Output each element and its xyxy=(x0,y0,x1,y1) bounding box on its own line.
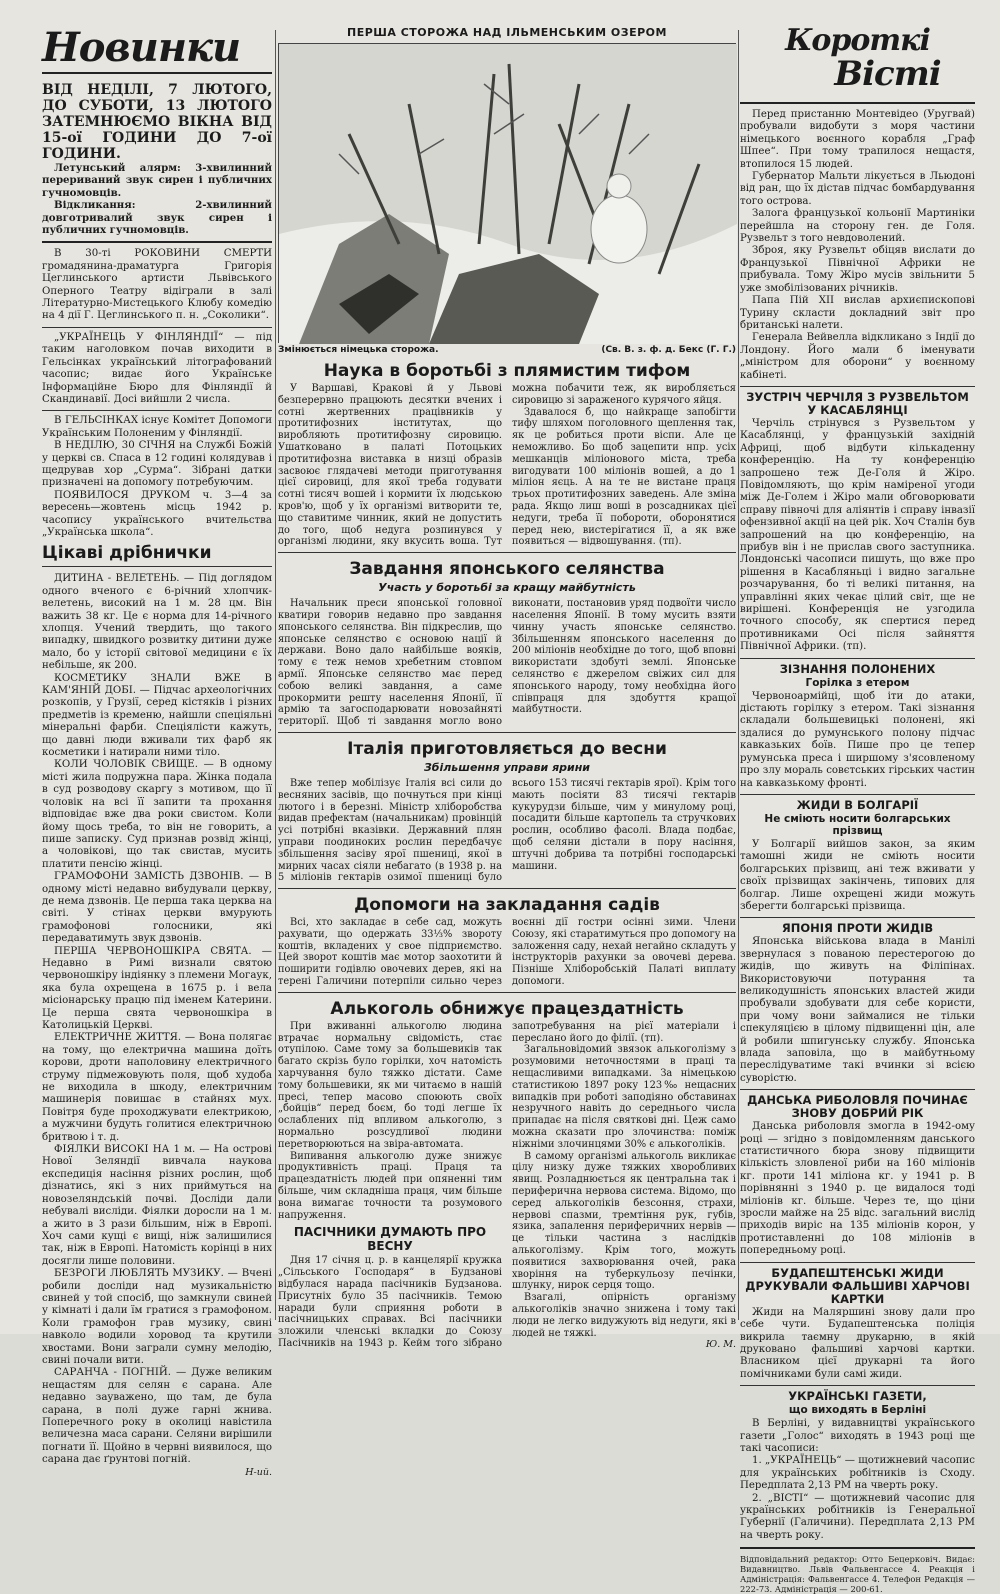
right-title-line2: Вісті xyxy=(834,54,941,94)
article-title: УКРАЇНСЬКІ ГАЗЕТИ, xyxy=(788,1389,927,1404)
article-body xyxy=(278,917,736,988)
article-body xyxy=(278,383,736,548)
short-news-item: Залога французької кольонії Мартиніки перейшла на сторону ген. де Голя. Рузвельт з того невдоволений. xyxy=(740,208,975,245)
tidbits-signature: Н-ий. xyxy=(245,1466,272,1478)
article-paragraph: Червоноармійці, щоб іти до атаки, дістають горілку з етером. Такі зізнання складали большевицькі полонені, які здалися до румунського полону підчас кавказьких боїв. Пише про це тепер румунська преса і ширшому з'ясовленому про злу мораль совєтських гірських частин на кавказькому фронті. xyxy=(740,690,975,789)
article-title: Алькоголь обнижує працездатність xyxy=(330,998,684,1019)
tidbit-item: КОЛИ ЧОЛОВІК СВИЩЕ. — В одному місті жила подружна пара. Жінка подала в суд розводову скаргу з мотивом, що її чоловік на всі її запити та прохання відповідає вже два роки свистом. Коли йому щось треба, то він не говорить, а пише записку. Суд признав розвід жінці, а чоловікові, що так свистав, мусить платити пенсію жінці. xyxy=(42,759,272,870)
article-paragraph: Начальник преси японської головної кватири говорив недавно про завдання японського селянства. Він підкреслив, що японське селянство є основою нації й держави. Воно дало найбільше вояків, тому є теж немов хребетним стовпом армії. Японське селянство має перед собою великі завдання, а саме прокормити решту населення Японії, її армію та загосподарювати новозайняті території. Щоб ті завдання могло воно виконати, постановив уряд подвоїти число населення Японії. В тому мусить взяти чинну участь японське селянство. Збільшенням японського населення до 200 міліонів необхідне до того, щоб вповні використати здобуті землі. Японське селянство є джерелом свіжих сил для японського народу, тому необхідна його співпраця для здобуття кращої майбутности. xyxy=(278,598,736,728)
article-paragraph: В Берліні, у видавництві українського газети „Голос“ виходять в 1943 році ще такі часописи: xyxy=(740,1418,975,1454)
article-title: БУДАПЕШТЕНСЬКІ ЖИДИ ДРУКУВАЛИ ФАЛЬШИВІ ХАРЧОВІ КАРТКИ xyxy=(745,1265,970,1306)
right-title-line1: Короткі xyxy=(785,23,930,58)
alarm-notice: Летунський алярм: 3-хвилинний перериваний звук сирен і публичних гучномовців. xyxy=(42,162,272,199)
column-divider xyxy=(275,30,276,1320)
article-paragraph: Всі, хто закладає в себе сад, можуть рахувати, що одержать 33⅓% звороту коштів, вкладених у свое підприємство. Цей зворот коштів має мотор заохотити й поширити годівлю овочевих дерев, які на терені Галичини потерпіли сильно через воєнні дії гостри осінні зими. Члени Союзу, які старатимуться про допомогу на заложення саду, нехай негайно складуть у інструкторів рахунки за овочеві дерева. Пізніше Хліборобській Палаті виплату допомоги. xyxy=(278,917,736,988)
article-paragraph: В самому організмі алькоголь викликає цілу низку дуже тяжких хворобливих явищ. Розладнюється як центральна так і периферична нервова система. Відомо, що серед алькоголіків безсоння, страхи, нервові спазми, тремтіння рук, губів, язика, запалення периферичних нервів — це тільки частина з наслідків алькоголізму. Крім того, можуть появитися захворювання очей, рака хворіння на туберкульозу печінки, шлунку, нирок серця тощо. xyxy=(512,1150,736,1292)
article-paragraph: 1. „УКРАЇНЕЦЬ“ — щотижневий часопис для українських робітників із Сходу. Передплата 2,13 РМ на чверть року. xyxy=(740,1455,975,1492)
tidbit-item: БЕЗРОГИ ЛЮБЛЯТЬ МУЗИКУ. — Вчені робили досліди над музикальністю свиней у той спосіб, що замкнули свиней у кімнаті і дали їм гратися з грамофоном. Коли грамофон грав музику, свині навколо водили хоровод та крутили хвостами. Вони заграли сумну мелодію, свині почали вити. xyxy=(42,1268,272,1366)
article-subtitle: Участь у боротьбі за кращу майбутність xyxy=(378,581,636,595)
tidbits-heading: Цікаві дрібнички xyxy=(42,543,272,567)
article-paragraph: У Варшаві, Кракові й у Львові безперервно працюють десятки вчених і сотні жертвенних працівників у протитифозних інститутах, що виробляють протитифозну сировицю. Ушатковано в палаті Потоцьких протитифозна виставка в низці образів засвоює глядачеві методи приготування цієї сировиці, для якої треба годувати сотні тисяч вошей і кормити їх людською кров'ю, щоб у їх організмі витворити те, що ставитиме чинник, який не допустить до того, щоб недуга розпинувся у організмі людини, яку вкусить воша. Тут можна побачити теж, як виробляється сировицю зі зараженого курячого яйця. xyxy=(278,383,736,548)
article-paragraph: Вже тепер мобілізує Італія всі сили до весняних засівів, що почнуться при кінці лютого і в березні. Міністр хліборобства видав префектам (начальникам) провінцій усі потрібні вказівки. Державний плян управи поодиноких рослин передбачує збільшення засіву ярої пшениці, якої в мирних часах сіяли небагато (в 1938 р. на 5 міліонів гектарів озимої пшениці було всього 153 тисячі гектарів ярої). Крім того мають посіяти 83 тисячі гектарів кукурудзи більше, чим у минулому році, посадити більше картопель та стручкових рослин, особливо фасолі. Влада подбає, щоб селяни дістали в пору насіння, штучні добрива та потрібні господарські машини. xyxy=(278,777,736,884)
photo-credit: (Св. В. з. ф. д. Бекс (Г. Г.) xyxy=(601,345,736,355)
article-paragraph: Випивання алькоголю дуже знижує продуктивність праці. Праця та працездатність людей при опяненні тим більше, чим складніша праця, чим більше вона вимагає точности та розумового напруження. xyxy=(278,1150,502,1221)
tidbit-item: ГРАМОФОНИ ЗАМІСТЬ ДЗВОНІВ. — В одному місті недавно вибудували церкву, де нема дзвонів. Це перша така церква на світі. У стінах церкви вмурують грамофонові голосники, які передаватимуть звук дзвонів. xyxy=(42,871,272,945)
column-divider xyxy=(738,30,739,1320)
article-title: Допомоги на закладання садів xyxy=(354,895,660,916)
imprint: Відповідальний редактор: Отто Бецерковіч. Видає: Видавництво. Львів Фальвенгассе 4. Реакція і Адміністрація: Фальвенгассе 4. Телефон Редакція — 222-73. Адміністрація — 200-61. xyxy=(740,1554,975,1594)
blackout-notice: ВІД НЕДІЛІ, 7 ЛЮТОГО, ДО СУБОТИ, 13 ЛЮТОГО ЗАТЕМНЮЄМО ВІКНА ВІД 15-ої ГОДИНИ ДО 7-ої ГОДИНИ. xyxy=(42,82,272,162)
divider xyxy=(740,1385,975,1386)
divider xyxy=(42,241,272,243)
article-body xyxy=(278,1021,736,1351)
article-paragraph: Дня 17 січня ц. р. в канцелярії кружка „Сільського Господаря“ в Будзанові відбулася нарада пасічників Будзанова. Присутніх було 35 пасічників. Темою наради були сприяння роботи в пасічницьких справах. Всі пасічники зложили членські вкладки до Союзу Пасічників на 1943 р. Кейм того зібрано запотребування на рієї матеріали і переслано його до філії. (тп). xyxy=(278,1020,736,1349)
short-news-item: Перед пристанню Монтевідео (Уругвай) пробували видобути з моря частини німецького воєнного корабля „Граф Шпее“. При тому трапилося нещастя, втопилося 15 людей. xyxy=(740,109,975,170)
article-body xyxy=(278,778,736,884)
news-item: В ГЕЛЬСІНКАХ існує Комітет Допомоги Українським Полоненим у Фінляндії. xyxy=(42,415,272,439)
article-subtitle: Горілка з етером xyxy=(805,676,910,689)
left-column xyxy=(42,24,272,1478)
tidbit-item: ФІЯЛКИ ВИСОКІ НА 1 м. — На острові Нової Зеляндії вивчала наукова експедиція насіння різних рослин, щоб дізнатись, які з них приймуться на новозеляндській почві. Досліди дали небувалі висліди. Фіялки доросли на 1 м. а жито в 3 рази більшим, ніж в Европі. Хоч сами кущі є вищі, ніж залишилися так, ніж в Европі. Натомість корінці в них досягли лише половини. xyxy=(42,1144,272,1267)
article-title: Наука в боротьбі з плямистим тифом xyxy=(323,361,691,381)
tidbit-item: ЕЛЕКТРИЧНЕ ЖИТТЯ. — Вона полягає на тому, що електрична машина доїть корови, дроти наполовину електричного струму підмежовують поля, щоб худоба не виходила в шкоду, електричним машинерія повишає в стайнях мух. Повітря буде проходжувати електрикою, а мужчини будуть голитися електричною бритвою і т. д. xyxy=(42,1032,272,1143)
news-photo xyxy=(278,43,736,343)
article-body xyxy=(278,598,736,728)
tidbit-item: САРАНЧА - ПОГНІЙ. — Дуже великим нещастям для селян є сарана. Але недавно зауважено, що там, де була сарана, в полі дуже гарні жнива. Поперечного року в околиці навістила величезна маса сарани. Селяни вирішили погнати її. Щойно в червні виявилося, що сарана дає ґрунтові погній. xyxy=(42,1367,272,1466)
divider xyxy=(278,552,736,553)
article-title: Завдання японського селянства xyxy=(349,559,665,580)
tidbit-item: КОСМЕТИКУ ЗНАЛИ ВЖЕ В КАМ'ЯНІЙ ДОБІ. — Підчас археологічних розкопів, у Грузії, серед кістяків і різних предметів із кременю, найшли спеціяльні мінеральні фарби. Спеціялісти кажуть, що давні люди вживали тих фарб як косметики і натирали ними тіло. xyxy=(42,672,272,759)
article-paragraph: 2. „ВІСТІ“ — щотижневий часопис для українських робітників із Генеральної Губернії (Галичини). Передплата 2,13 РМ на чверть року. xyxy=(740,1492,975,1541)
divider xyxy=(740,794,975,795)
all-clear-notice: Відкликання: 2-хвилинний довготривалий звук сирен і публичних гучномовців. xyxy=(42,199,272,237)
article-title: Італія приготовляється до весни xyxy=(347,738,667,759)
article-paragraph: Здавалося б, що найкраще запобігти тифу шляхом поголовного щеплення так, як це робиться проти віспи. Але це неможливо. Бо щоб зацепити нпр. усіх мешканців міліонового міста, треба вигодувати 100 міліонів вошей, а до 1 міліон яєць. А на те не вистане праця трьох протитифозних заведень. Але зміна рада. Якщо лиш воші в розсадниках цієї недуги, треба її побороти, оборонятися перед нею, вистерігатися її, а як вже появиться — відвошування. (тп). xyxy=(512,406,736,548)
tidbit-item: ДИТИНА - ВЕЛЕТЕНЬ. — Під доглядом одного вченого є 6-річний хлопчик-велетень, високий на 1 м. 28 цм. Він важить 38 кг. Це є норма для 14-річного хлопця. Учений твердить, що такого випадку, швидкого розвитку дитини дуже мало, бо у історії світової медицини є їх небільше, як 200. xyxy=(42,573,272,672)
photo-caption xyxy=(278,345,736,355)
left-section-title: Новинки xyxy=(42,26,272,74)
divider xyxy=(278,732,736,733)
divider xyxy=(740,658,975,659)
news-item: В 30-ті РОКОВИНИ СМЕРТИ громадянина-драматурга Григорія Цеглинського артисти Львівського Оперного Театру відіграли в залі Літературно-Мистецького Клюбу комедію на 4 дії Г. Цеглинського п. н. „Соколики“. xyxy=(42,248,272,322)
article-title: ЗУСТРІЧ ЧЕРЧІЛЯ З РУЗВЕЛЬТОМ У КАСАБЛЯНЦІ xyxy=(746,389,969,417)
divider xyxy=(740,386,975,387)
short-news-item: Зброя, яку Рузвельт обіцяв вислати до Французької Північної Африки не прибувала. Тому Жіро мусів звільнити 5 уже змобілізованих річників. xyxy=(740,245,975,294)
article-paragraph: Черчіль стрінувся з Рузвельтом у Касаблянці, у французькій західній Африці, щоб відбути кількаденну конференцію. На ту конференцію запрошено теж Де-Голя й Жіро. Повідомляють, що крім наміреної угоди між Де-Голем і Жіро мали обговорювати справу півночі для аліянтів і справу інвазії офензивної акції на цей рік. Хоч Сталін був запрошений на цю конференцію, на прибув він і не прислав свого заступника. Лондонські часописи пишуть, що вже про рішення в Касабляньці і видно загальне розчарування, бо ті великі питання, на управлінні яких чекає цілий світ, ще не вирішені. Конференція не узгодила точного способу, як спертися перед противниками Осі після зайняття Північної Африки. (тп). xyxy=(740,417,975,653)
article-title: ДАНСЬКА РИБОЛОВЛЯ ПОЧИНАЄ ЗНОВУ ДОБРИЙ РІК xyxy=(747,1093,968,1121)
tidbit-item: ПЕРША ЧЕРВОНОШКІРА СВЯТА. — Недавно в Римі визнали святою червоношкіру індіянку з племени Могаук, яка була охрещена в 1675 р. і вела місіонарську працю під іменем Катерини. Це перша свята червоношкіра в Католицькій Церкві. xyxy=(42,945,272,1031)
news-item: ПОЯВИЛОСЯ ДРУКОМ ч. 3—4 за вересень—жовтень місць 1942 р. часопису українського вчительства „Українська школа“. xyxy=(42,489,272,538)
photo-headline: ПЕРША СТОРОЖА НАД ІЛЬМЕНСЬКИМ ОЗЕРОМ xyxy=(347,26,667,39)
short-news-item: Губернатор Мальти лікується в Льюдоні від ран, що їх дістав підчас бомбардування того острова. xyxy=(740,171,975,207)
divider xyxy=(42,410,272,411)
photo-illustration xyxy=(279,44,737,344)
article-title: ЖИДИ В БОЛГАРІЇ xyxy=(796,797,919,812)
article-paragraph: Данська риболовля змогла в 1942-ому році — згідно з повідомленням данського статистичного бюра знову підвищити кількість зловленої риби на 160 міліонів кг. проти 141 міліона кг. у 1941 р. В порівнянні з 1940 р. це видалося тоді міліонів кг. більше. Через те, що ціни зросли майже на 25 відс. загальний вислід приходів виріс на 135 міліонів корон, у протиставленні до 108 міліонів в попередньому році. xyxy=(740,1121,975,1257)
right-column xyxy=(740,23,975,1594)
article-paragraph: Жиди на Маляршині знову дали про себе чути. Будапештенська поліція викрила таємну друкарню, в якій друковано фальшиві харчові картки. Власником цієї друкарні та його помічниками були самі жиди. xyxy=(740,1306,975,1380)
divider xyxy=(740,102,975,104)
article-subtitle: Збільшення управи ярини xyxy=(423,760,591,774)
photo-caption-text: Змінюється німецька сторожа. xyxy=(278,345,439,355)
divider xyxy=(740,1547,975,1549)
article-paragraph: Загальновідомий звязок алькоголізму з розумовими неточностями в праці та нещасливими випадками. За німецькою статистикою 1897 року 123‰ нещасних випадків при роботі заподіяно обставинах незручного навіть до середнього числа припадає на після святкові дні. Цеж само можна сказати про злочинства: поміж ніжніми злочинцями 30% є алькоголіків. xyxy=(512,1044,736,1150)
article-paragraph: Взагалі, опірність організму алькоголіків значно знижена і тому такі люди не легко видужують від недуги, які в людей не тяжкі. xyxy=(512,1292,736,1339)
middle-column xyxy=(278,26,736,1351)
divider xyxy=(740,1089,975,1090)
divider xyxy=(278,992,736,993)
short-news-item: Генерала Вейвелла відкликано з Індії до Лондону. Його мали б іменувати „міністром для оборони“ у воєнному кабінеті. xyxy=(740,332,975,381)
divider xyxy=(42,327,272,328)
article-paragraph: При вживанні алькоголю людина втрачає нормальну свідомість, стає отупілою. Саме тому за большевиків так багато скрізь було горілки, хоч натомість харчування було тяжко дістати. Саме тому большевики, як ми читаємо в нашій пресі, тепер масово споюють своїх „бойців“ перед боєм, бо тоді легше їх ослаблених під впливом алькоголю, з нормально розсудливої людини перетворюються на звіра-автомата. xyxy=(278,1020,502,1150)
article-subtitle: що виходять в Берліні xyxy=(788,1404,927,1417)
article-subtitle: Не сміють носити болгарських прізвищ xyxy=(764,812,951,837)
divider xyxy=(740,917,975,918)
article-signature: Ю. М. xyxy=(705,1339,736,1351)
short-news-item: Папа Пій XII вислав архиєпископові Турину скласти докладний звіт про британські налети. xyxy=(740,295,975,331)
right-section-title xyxy=(740,23,975,94)
article-title: ЗІЗНАННЯ ПОЛОНЕНИХ xyxy=(779,661,936,676)
article-title: ЯПОНІЯ ПРОТИ ЖИДІВ xyxy=(781,921,934,936)
news-item: „УКРАЇНЕЦЬ У ФІНЛЯНДІЇ“ — під таким наголовком почав виходити в Гельсінках український літографований часопис; видає його Українське Інформаційне Бюро для Фінляндії й Скандинавії. Досі вийшли 2 числа. xyxy=(42,331,272,405)
news-item: В НЕДІЛЮ, 30 СІЧНЯ на Службі Божій у церкві св. Спаса в 12 годині колядував і щедрував хор „Сурма“. Зібрані датки призначені на допомогу потребуючим. xyxy=(42,440,272,489)
article-paragraph: У Болгарії вийшов закон, за яким тамошні жиди не сміють носити болгарських прізвищ, ані теж вживати у своїх прізвищах закінчень, типових для болгар. Лише охрещені жиди можуть зберегти болгарські прізвища. xyxy=(740,838,975,912)
divider xyxy=(740,1262,975,1263)
divider xyxy=(278,888,736,889)
article-paragraph: Японська військова влада в Манілі звернулася з пованою перестерогою до жидів, що живуть на Філіпінах. Використовуючи потурання та великодушність японських властей жиди пробували здобувати для себе користи, при чому вони займалися не тільки спекуляцією в цілому підвищенні цін, але й робили шпигунську службу. Японська влада заповіла, що в майбутньому переслідуватиме такі вчинки зі всією суворістю. xyxy=(740,936,975,1084)
article-title: ПАСІЧНИКИ ДУМАЮТЬ ПРО ВЕСНУ xyxy=(293,1225,487,1254)
